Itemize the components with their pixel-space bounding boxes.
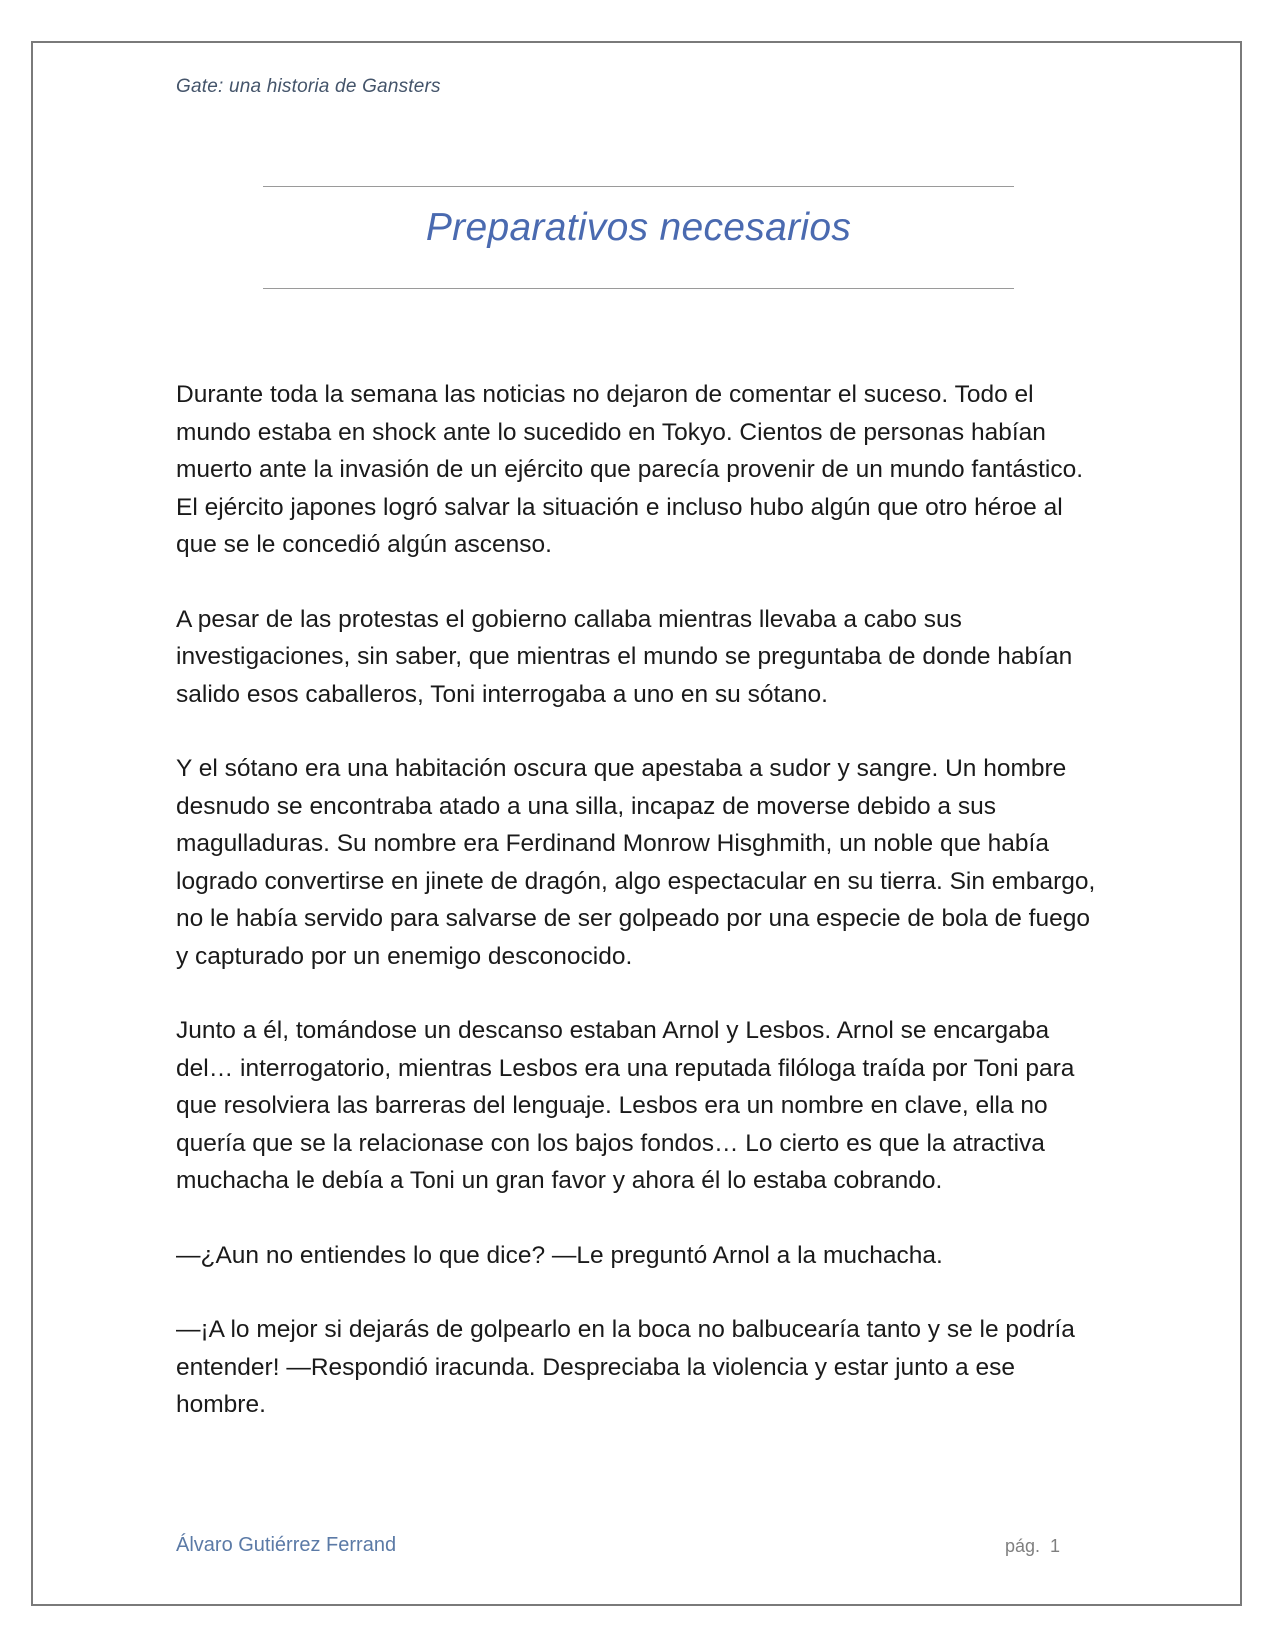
page-number-value: 1 <box>1050 1536 1061 1556</box>
dialogue-line: —¡A lo mejor si dejarás de golpearlo en la boca no balbucearía tanto y se le podría entender! —Respondió iracunda. Despreciaba la violencia y estar junto a ese hombre. <box>176 1316 1075 1418</box>
page-number <box>1005 1536 1060 1557</box>
paragraph: Y el sótano era una habitación oscura que apestaba a sudor y sangre. Un hombre desnudo se encontraba atado a una silla, incapaz de moverse debido a sus magulladuras. Su nombre era Ferdinand Monrow Hisghmith, un noble que había logrado convertirse en jinete de dragón, algo espectacular en su tierra. Sin embargo, no le había servido para salvarse de ser golpeado por una especie de bola de fuego y capturado por un enemigo desconocido. <box>176 755 1096 970</box>
page-label: pág. <box>1005 1536 1041 1556</box>
dialogue-line: —¿Aun no entiendes lo que dice? —Le preguntó Arnol a la muchacha. <box>176 1241 943 1269</box>
chapter-title: Preparativos necesarios <box>425 206 852 249</box>
title-rule-top <box>263 186 1014 187</box>
footer-author: Álvaro Gutiérrez Ferrand <box>176 1534 397 1556</box>
running-header: Gate: una historia de Gansters <box>176 76 441 97</box>
title-rule-bottom <box>263 288 1014 289</box>
paragraph: Junto a él, tomándose un descanso estaban Arnol y Lesbos. Arnol se encargaba del… interrogatorio, mientras Lesbos era una reputada filóloga traída por Toni para que resolviera las barreras del lenguaje. Lesbos era un nombre en clave, ella no quería que se la relacionase con los bajos fondos… Lo cierto es que la atractiva muchacha le debía a Toni un gran favor y ahora él lo estaba cobrando. <box>176 1017 1075 1194</box>
body-text <box>176 376 1106 1461</box>
paragraph: A pesar de las protestas el gobierno callaba mientras llevaba a cabo sus investigaciones, sin saber, que mientras el mundo se preguntaba de donde habían salido esos caballeros, Toni interrogaba a uno en su sótano. <box>176 605 1073 708</box>
paragraph: Durante toda la semana las noticias no dejaron de comentar el suceso. Todo el mundo estaba en shock ante lo sucedido en Tokyo. Cientos de personas habían muerto ante la invasión de un ejército que parecía provenir de un mundo fantástico. El ejército japones logró salvar la situación e incluso hubo algún que otro héroe al que se le concedió algún ascenso. <box>176 381 1084 558</box>
